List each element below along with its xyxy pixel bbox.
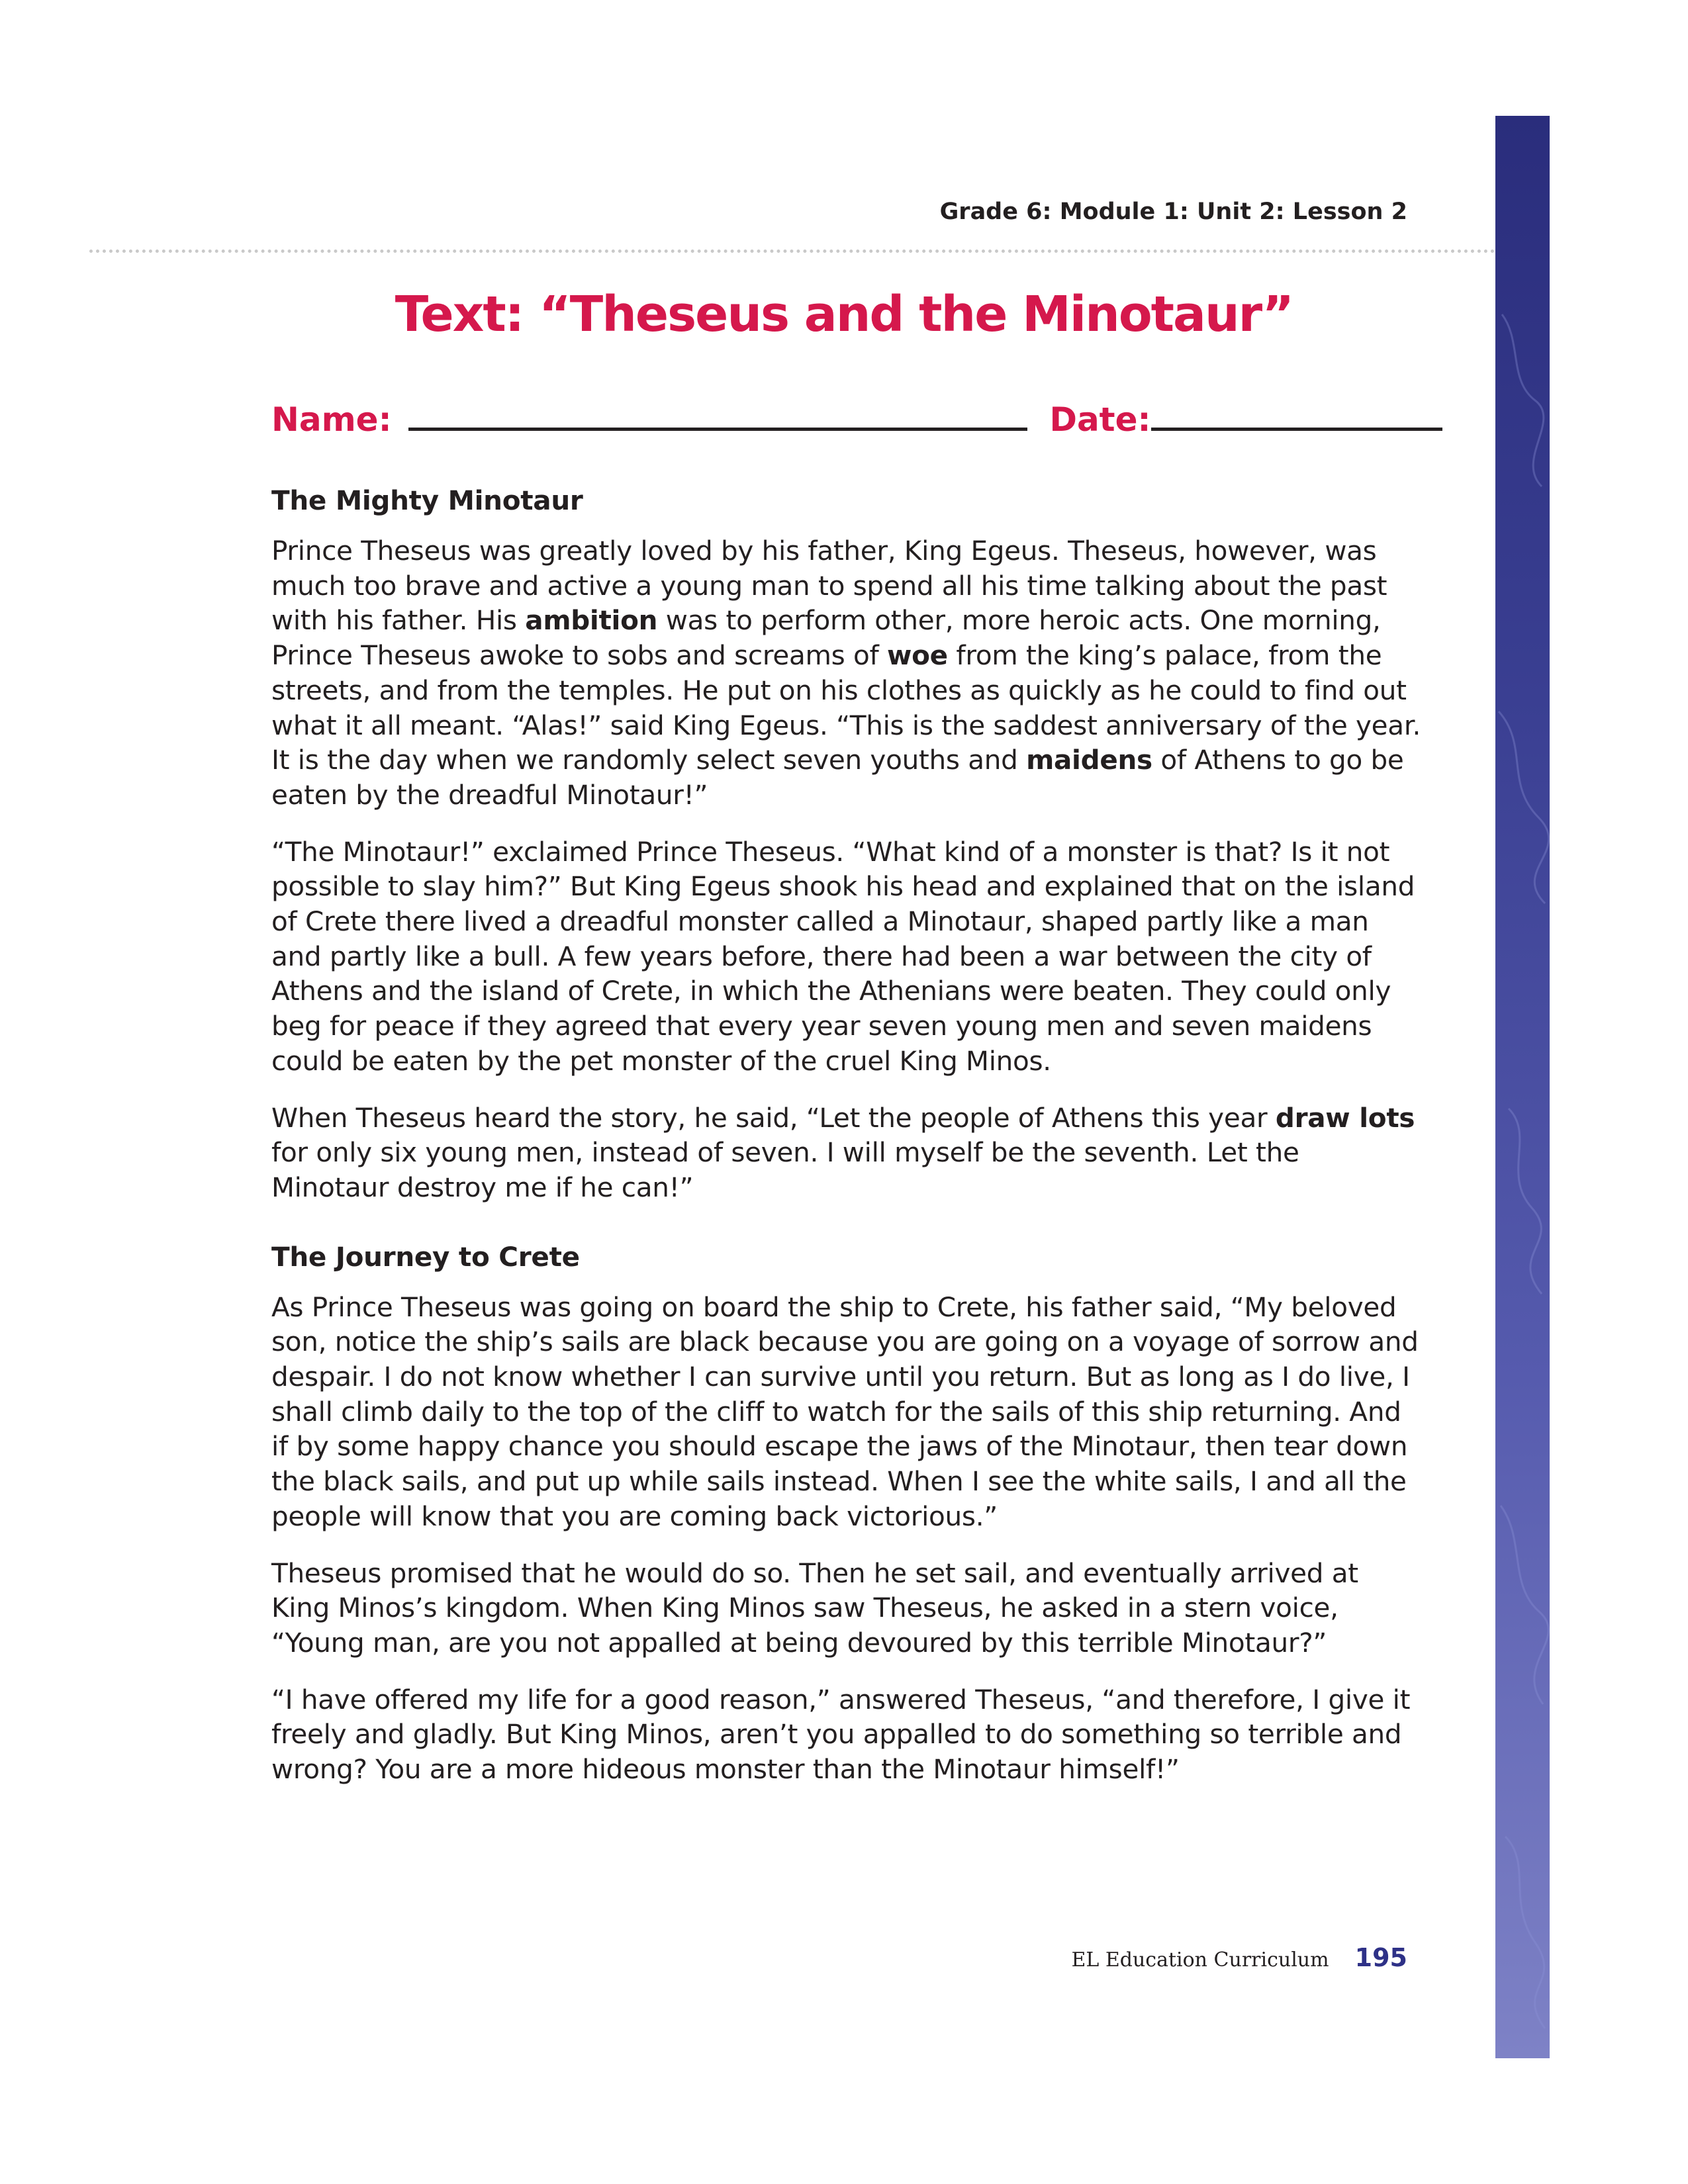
story-paragraph: “The Minotaur!” exclaimed Prince Theseus. “What kind of a monster is that? Is it not possible to slay him?” But King Egeus shook his head and explained that on the island of Crete there lived a dreadful monster called a Minotaur, shaped partly like a man and partly like a bull. A few years before, there had been a war between the city of Athens and the island of Crete, in which the Athenians were beaten. They could only beg for peace if they agreed that every year seven young men and seven maidens could be eaten by the pet monster of the cruel King Minos. [271, 835, 1415, 1077]
story-paragraph: “I have offered my life for a good reason,” answered Theseus, “and therefore, I give it freely and gladly. But King Minos, aren’t you appalled to do something so terrible and wrong? You are a more hideous monster than the Minotaur himself!” [271, 1683, 1411, 1786]
story-text [271, 483, 1423, 1809]
vocabulary-word: maidens [1026, 744, 1152, 776]
vocabulary-word: ambition [525, 604, 658, 637]
name-field[interactable] [408, 397, 1027, 431]
curriculum-name: EL Education Curriculum [1071, 1948, 1329, 1972]
story-paragraph: Prince Theseus was greatly loved by his father, King Egeus. Theseus, however, was much too brave and active a young man to spend all his time talking about the past with his father. His ambition was to perform other, more heroic acts. One morning, Prince Theseus awoke to sobs and screams of woe from the king’s palace, from the streets, and from the temples. He put on his clothes as quickly as he could to find out what it all meant. “Alas!” said King Egeus. “This is the saddest anniversary of the year. It is the day when we randomly select seven youths and maidens of Athens to go be eaten by the dreadful Minotaur!” [271, 535, 1421, 811]
header-divider [89, 250, 1495, 253]
page-footer [1072, 1943, 1408, 1972]
page-number: 195 [1354, 1943, 1407, 1972]
vocabulary-word: woe [887, 639, 948, 672]
page-title: Text: “Theseus and the Minotaur” [395, 286, 1293, 343]
section-heading: The Journey to Crete [271, 1240, 580, 1273]
name-date-line [271, 397, 1405, 439]
name-label: Name: [271, 400, 392, 439]
story-paragraph: Theseus promised that he would do so. Then he set sail, and eventually arrived at King Minos’s kingdom. When King Minos saw Theseus, he asked in a stern voice, “Young man, are you not appalled at being devoured by this terrible Minotaur?” [271, 1557, 1358, 1659]
date-label: Date: [1049, 400, 1151, 439]
story-paragraph: As Prince Theseus was going on board the ship to Crete, his father said, “My beloved son, notice the ship’s sails are black because you are going on a voyage of sorrow and despair. I do not know whether I can survive until you return. But as long as I do live, I shall climb daily to the top of the cliff to watch for the sails of this ship returning. And if by some happy chance you should escape the jaws of the Minotaur, then tear down the black sails, and put up while sails instead. When I see the white sails, I and all the people will know that you are coming back victorious.” [271, 1291, 1419, 1532]
decorative-side-band [1495, 116, 1550, 2058]
date-field[interactable] [1151, 397, 1442, 431]
coral-pattern-icon [1495, 116, 1550, 2058]
section-heading: The Mighty Minotaur [271, 484, 583, 516]
lesson-header: Grade 6: Module 1: Unit 2: Lesson 2 [939, 199, 1407, 225]
vocabulary-word: draw lots [1275, 1101, 1415, 1134]
story-paragraph: When Theseus heard the story, he said, “Let the people of Athens this year draw lots for only six young men, instead of seven. I will myself be the seventh. Let the Minotaur destroy me if he can!” [271, 1101, 1415, 1203]
